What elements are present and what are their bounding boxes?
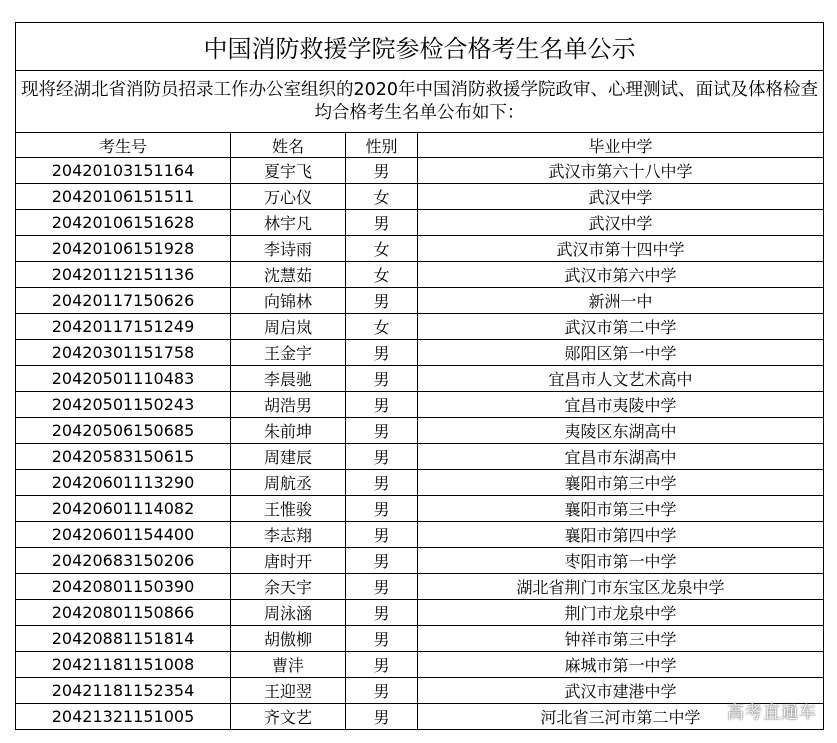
- name-cell: 胡浩男: [231, 392, 346, 418]
- school-cell: 武汉市第六十八中学: [418, 158, 824, 184]
- gender-cell: 女: [346, 184, 418, 210]
- name-cell: 沈慧茹: [231, 262, 346, 288]
- candidate-id-cell: 20421181152354: [16, 678, 231, 704]
- school-cell: 宜昌市人文艺术高中: [418, 366, 824, 392]
- table-row: [16, 158, 824, 184]
- gender-cell: 男: [346, 444, 418, 470]
- candidate-id-cell: 20420501110483: [16, 366, 231, 392]
- school-cell: 武汉中学: [418, 184, 824, 210]
- table-row: [16, 626, 824, 652]
- gender-cell: 男: [346, 288, 418, 314]
- school-cell: 武汉市第六中学: [418, 262, 824, 288]
- name-cell: 周泳涵: [231, 600, 346, 626]
- table-row: [16, 288, 824, 314]
- gender-cell: 男: [346, 366, 418, 392]
- gender-cell: 女: [346, 262, 418, 288]
- gender-cell: 男: [346, 574, 418, 600]
- candidate-id-cell: 20420601154400: [16, 522, 231, 548]
- table-row: [16, 340, 824, 366]
- school-cell: 武汉市第二中学: [418, 314, 824, 340]
- intro-text: 现将经湖北省消防员招录工作办公室组织的2020年中国消防救援学院政审、心理测试、面试及体格检查均合格考生名单公布如下：: [16, 71, 824, 133]
- table-row: [16, 314, 824, 340]
- candidate-id-cell: 20420117150626: [16, 288, 231, 314]
- table-row: [16, 236, 824, 262]
- candidate-id-cell: 20420683150206: [16, 548, 231, 574]
- gender-cell: 男: [346, 418, 418, 444]
- school-cell: 钟祥市第三中学: [418, 626, 824, 652]
- gender-cell: 女: [346, 236, 418, 262]
- table-row: [16, 704, 824, 730]
- school-cell: 武汉中学: [418, 210, 824, 236]
- candidate-id-cell: 20420103151164: [16, 158, 231, 184]
- gender-cell: 男: [346, 392, 418, 418]
- name-cell: 夏宇飞: [231, 158, 346, 184]
- name-cell: 周航丞: [231, 470, 346, 496]
- table-row: [16, 496, 824, 522]
- table-row: [16, 522, 824, 548]
- column-header-candidate-id: 考生号: [16, 133, 231, 158]
- table-row: [16, 444, 824, 470]
- school-cell: 武汉市建港中学: [418, 678, 824, 704]
- gender-cell: 男: [346, 548, 418, 574]
- gender-cell: 女: [346, 314, 418, 340]
- candidate-id-cell: 20420301151758: [16, 340, 231, 366]
- name-cell: 万心仪: [231, 184, 346, 210]
- school-cell: 宜昌市夷陵中学: [418, 392, 824, 418]
- school-cell: 新洲一中: [418, 288, 824, 314]
- candidate-id-cell: 20420801150390: [16, 574, 231, 600]
- school-cell: 夷陵区东湖高中: [418, 418, 824, 444]
- candidate-id-cell: 20420106151511: [16, 184, 231, 210]
- candidate-id-cell: 20421181151008: [16, 652, 231, 678]
- name-cell: 王金宇: [231, 340, 346, 366]
- name-cell: 李诗雨: [231, 236, 346, 262]
- column-header-name: 姓名: [231, 133, 346, 158]
- candidate-id-cell: 20420601114082: [16, 496, 231, 522]
- candidate-id-cell: 20420106151628: [16, 210, 231, 236]
- notice-sheet: [15, 22, 823, 730]
- table-row: [16, 470, 824, 496]
- gender-cell: 男: [346, 340, 418, 366]
- name-cell: 余天宇: [231, 574, 346, 600]
- candidate-id-cell: 20420583150615: [16, 444, 231, 470]
- column-header-school: 毕业中学: [418, 133, 824, 158]
- name-cell: 李晨驰: [231, 366, 346, 392]
- gender-cell: 男: [346, 470, 418, 496]
- school-cell: 郧阳区第一中学: [418, 340, 824, 366]
- school-cell: 河北省三河市第二中学: [418, 704, 824, 730]
- watermark-text: 高考直通车: [727, 703, 817, 723]
- table-row: [16, 548, 824, 574]
- name-cell: 周建辰: [231, 444, 346, 470]
- gender-cell: 男: [346, 600, 418, 626]
- table-row: [16, 262, 824, 288]
- school-cell: 襄阳市第四中学: [418, 522, 824, 548]
- name-cell: 朱前坤: [231, 418, 346, 444]
- candidate-id-cell: 20420106151928: [16, 236, 231, 262]
- name-cell: 齐文艺: [231, 704, 346, 730]
- name-cell: 林宇凡: [231, 210, 346, 236]
- school-cell: 襄阳市第三中学: [418, 496, 824, 522]
- candidate-id-cell: 20420881151814: [16, 626, 231, 652]
- candidate-id-cell: 20420506150685: [16, 418, 231, 444]
- name-cell: 向锦林: [231, 288, 346, 314]
- name-cell: 王迎翌: [231, 678, 346, 704]
- page-title: 中国消防救援学院参检合格考生名单公示: [16, 23, 824, 71]
- school-cell: 枣阳市第一中学: [418, 548, 824, 574]
- table-row: [16, 184, 824, 210]
- gender-cell: 男: [346, 704, 418, 730]
- school-cell: 武汉市第十四中学: [418, 236, 824, 262]
- table-row: [16, 392, 824, 418]
- name-cell: 曹沣: [231, 652, 346, 678]
- gender-cell: 男: [346, 678, 418, 704]
- name-cell: 周启岚: [231, 314, 346, 340]
- school-cell: 襄阳市第三中学: [418, 470, 824, 496]
- table-row: [16, 678, 824, 704]
- name-cell: 李志翔: [231, 522, 346, 548]
- candidate-id-cell: 20420801150866: [16, 600, 231, 626]
- candidate-table: [15, 22, 824, 730]
- gender-cell: 男: [346, 652, 418, 678]
- candidate-id-cell: 20421321151005: [16, 704, 231, 730]
- candidate-id-cell: 20420112151136: [16, 262, 231, 288]
- table-row: [16, 366, 824, 392]
- table-row: [16, 600, 824, 626]
- table-row: [16, 210, 824, 236]
- gender-cell: 男: [346, 158, 418, 184]
- candidate-id-cell: 20420601113290: [16, 470, 231, 496]
- school-cell: 荆门市龙泉中学: [418, 600, 824, 626]
- school-cell: 麻城市第一中学: [418, 652, 824, 678]
- gender-cell: 男: [346, 522, 418, 548]
- name-cell: 王惟骏: [231, 496, 346, 522]
- gender-cell: 男: [346, 210, 418, 236]
- gender-cell: 男: [346, 626, 418, 652]
- school-cell: 湖北省荆门市东宝区龙泉中学: [418, 574, 824, 600]
- table-header: [16, 133, 824, 158]
- column-header-gender: 性别: [346, 133, 418, 158]
- name-cell: 唐时开: [231, 548, 346, 574]
- name-cell: 胡傲柳: [231, 626, 346, 652]
- candidate-id-cell: 20420501150243: [16, 392, 231, 418]
- school-cell: 宜昌市东湖高中: [418, 444, 824, 470]
- table-row: [16, 574, 824, 600]
- table-row: [16, 652, 824, 678]
- table-row: [16, 418, 824, 444]
- candidate-id-cell: 20420117151249: [16, 314, 231, 340]
- gender-cell: 男: [346, 496, 418, 522]
